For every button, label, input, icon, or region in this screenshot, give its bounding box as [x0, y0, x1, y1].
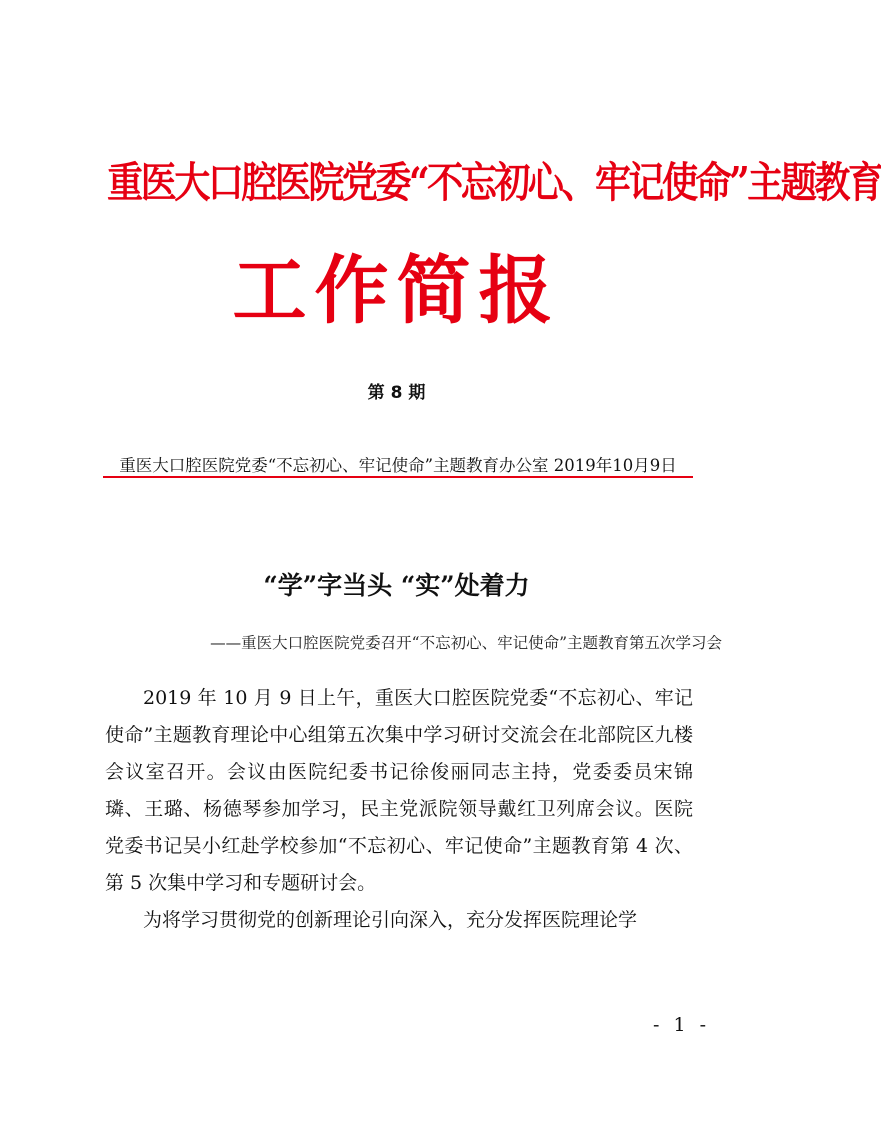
red-divider: [103, 476, 693, 478]
issuer-line: 重医大口腔医院党委“不忘初心、牢记使命”主题教育办公室 2019年10月9日: [119, 456, 677, 475]
page-number: - 1 -: [652, 1014, 710, 1036]
body-paragraph: 为将学习贯彻党的创新理论引向深入，充分发挥医院理论学: [143, 909, 638, 931]
article-subtitle: ——重医大口腔医院党委召开“不忘初心、牢记使命”主题教育第五次学习会: [210, 634, 722, 652]
body-paragraph: 2019 年 10 月 9 日上午，重医大口腔医院党委“不忘初心、牢记使命”主题教育理论中心组第五次集中学习研讨交流会在北部院区九楼会议室召开。会议由医院纪委书记徐俊丽同志主持，党委委员宋锦璘、王璐、杨德琴参加学习，民主党派院领导戴红卫列席会议。医院党委书记吴小红赴学校参加“不忘初心、牢记使命”主题教育第 4 次、第 5 次集中学习和专题研讨会。: [105, 687, 693, 894]
masthead-title: 重医大口腔医院党委“不忘初心、牢记使命”主题教育: [107, 158, 881, 207]
article-body: [105, 680, 693, 939]
article-title: “学”字当头 “实”处着力: [263, 571, 530, 600]
issue-number: 第 8 期: [367, 383, 426, 403]
masthead-subtitle: 工作简报: [232, 248, 561, 334]
